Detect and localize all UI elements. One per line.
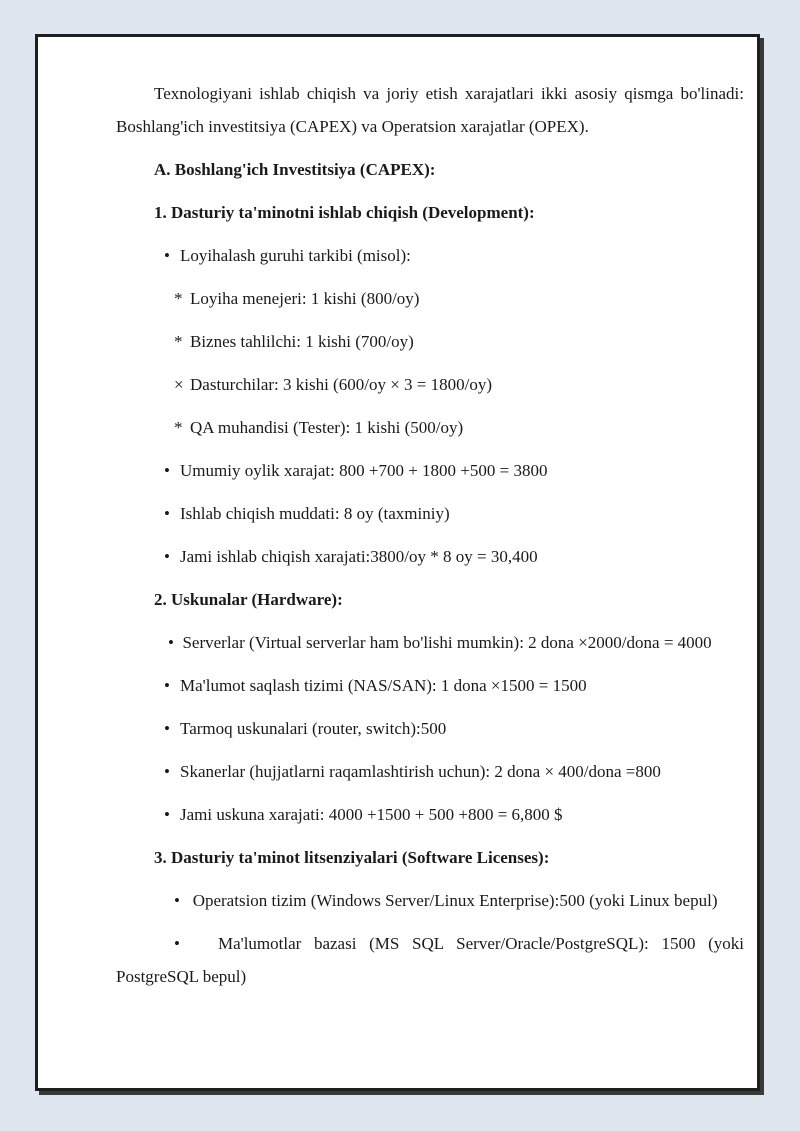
document-body xyxy=(116,77,744,1003)
list-item xyxy=(116,626,744,659)
member-text: QA muhandisi (Tester): 1 kishi (500/oy) xyxy=(190,418,464,437)
bullet-icon: • xyxy=(164,246,170,265)
member-text: Loyiha menejeri: 1 kishi (800/oy) xyxy=(190,289,420,308)
list-item xyxy=(116,325,744,358)
bullet-icon: • xyxy=(168,633,174,652)
times-icon: × xyxy=(174,375,184,394)
asterisk-icon: * xyxy=(174,418,183,437)
list-item xyxy=(116,669,744,702)
list-item xyxy=(116,454,744,487)
member-text: Biznes tahlilchi: 1 kishi (700/oy) xyxy=(190,332,414,351)
list-item xyxy=(116,239,744,272)
duration: Ishlab chiqish muddati: 8 oy (taxminiy) xyxy=(180,504,450,523)
document-page xyxy=(35,34,760,1091)
member-text: Dasturchilar: 3 kishi (600/oy × 3 = 1800/oy) xyxy=(190,375,492,394)
asterisk-icon: * xyxy=(174,332,183,351)
list-item xyxy=(116,540,744,573)
asterisk-icon: * xyxy=(174,289,183,308)
section-a-heading: A. Boshlang'ich Investitsiya (CAPEX): xyxy=(154,160,436,179)
intro-paragraph: Texnologiyani ishlab chiqish va joriy etish xarajatlari ikki asosiy qismga bo'linadi: Boshlang'ich investitsiya (CAPEX) va Operatsion xarajatlar (OPEX). xyxy=(116,84,744,136)
os-license: Operatsion tizim (Windows Server/Linux Enterprise):500 (yoki Linux bepul) xyxy=(192,891,718,910)
bullet-icon: • xyxy=(174,891,180,910)
bullet-icon: • xyxy=(164,719,170,738)
development-total: Jami ishlab chiqish xarajati:3800/oy * 8 oy = 30,400 xyxy=(180,547,538,566)
bullet-icon: • xyxy=(164,762,170,781)
db-license: Ma'lumotlar bazasi (MS SQL Server/Oracle/PostgreSQL): 1500 (yoki PostgreSQL bepul) xyxy=(116,934,744,986)
bullet-icon: • xyxy=(164,461,170,480)
list-item xyxy=(116,798,744,831)
list-item xyxy=(116,368,744,401)
servers-cost: Serverlar (Virtual serverlar ham bo'lishi mumkin): 2 dona ×2000/dona = 4000 xyxy=(182,633,712,652)
development-heading: 1. Dasturiy ta'minotni ishlab chiqish (Development): xyxy=(154,203,535,222)
bullet-icon: • xyxy=(164,676,170,695)
list-item xyxy=(116,927,744,993)
bullet-icon: • xyxy=(164,504,170,523)
list-item xyxy=(116,755,744,788)
bullet-icon: • xyxy=(164,805,170,824)
bullet-icon: • xyxy=(164,547,170,566)
list-item xyxy=(116,884,744,917)
bullet-icon: • xyxy=(174,934,180,953)
hardware-total: Jami uskuna xarajati: 4000 +1500 + 500 +800 = 6,800 $ xyxy=(180,805,563,824)
licenses-heading: 3. Dasturiy ta'minot litsenziyalari (Software Licenses): xyxy=(154,848,550,867)
storage-cost: Ma'lumot saqlash tizimi (NAS/SAN): 1 dona ×1500 = 1500 xyxy=(180,676,587,695)
list-item xyxy=(116,497,744,530)
list-item xyxy=(116,282,744,315)
list-item xyxy=(116,712,744,745)
team-label: Loyihalash guruhi tarkibi (misol): xyxy=(180,246,411,265)
hardware-heading: 2. Uskunalar (Hardware): xyxy=(154,590,343,609)
scanners-cost: Skanerlar (hujjatlarni raqamlashtirish uchun): 2 dona × 400/dona =800 xyxy=(180,762,661,781)
list-item xyxy=(116,411,744,444)
monthly-cost: Umumiy oylik xarajat: 800 +700 + 1800 +500 = 3800 xyxy=(180,461,548,480)
network-cost: Tarmoq uskunalari (router, switch):500 xyxy=(180,719,447,738)
